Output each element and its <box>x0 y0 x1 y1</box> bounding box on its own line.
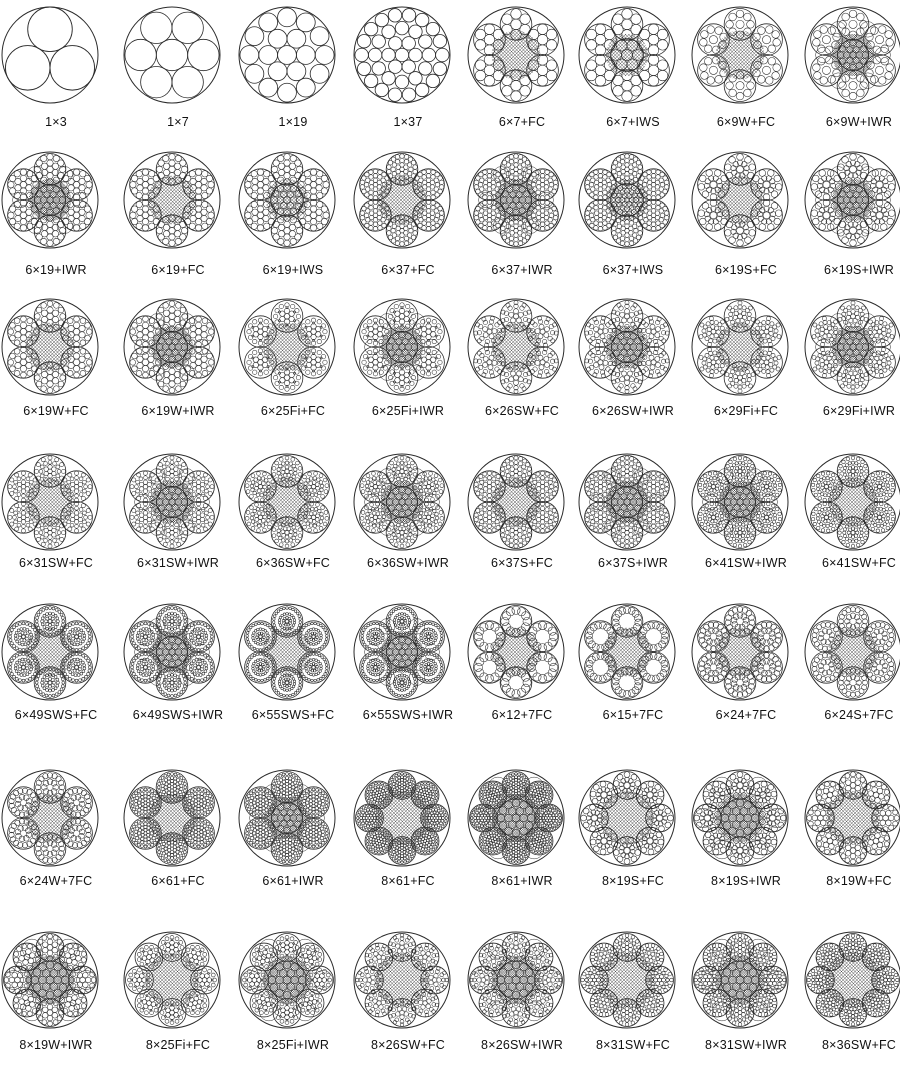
rope-cross-section <box>690 452 790 552</box>
rope-cross-section <box>690 930 790 1030</box>
rope-cross-section <box>577 150 677 250</box>
rope-cross-section <box>690 5 790 105</box>
rope-cross-section <box>466 5 566 105</box>
rope-cell <box>690 297 802 447</box>
rope-cross-section <box>803 150 900 250</box>
rope-cell <box>122 930 234 1080</box>
rope-cross-section <box>237 768 337 868</box>
rope-label: 6×25Fi+FC <box>229 404 357 418</box>
rope-cell <box>122 297 234 447</box>
rope-label: 8×31SW+IWR <box>682 1038 810 1052</box>
rope-label: 6×36SW+IWR <box>344 556 472 570</box>
rope-cross-section <box>690 150 790 250</box>
rope-cell <box>803 297 900 447</box>
rope-cross-section <box>803 768 900 868</box>
rope-label: 6×29Fi+FC <box>682 404 810 418</box>
rope-label: 6×41SW+FC <box>795 556 900 570</box>
rope-label: 6×9W+FC <box>682 115 810 129</box>
rope-cell <box>237 602 349 752</box>
rope-cell <box>237 150 349 300</box>
rope-cell <box>0 602 112 752</box>
rope-cell <box>0 297 112 447</box>
rope-cell <box>577 452 689 602</box>
rope-cell <box>577 5 689 155</box>
rope-cross-section <box>237 930 337 1030</box>
rope-label: 6×24+7FC <box>682 708 810 722</box>
rope-cross-section <box>352 602 452 702</box>
rope-label: 6×19S+IWR <box>795 263 900 277</box>
rope-cell <box>237 768 349 918</box>
rope-cell <box>466 297 578 447</box>
rope-label: 1×19 <box>229 115 357 129</box>
rope-cell <box>352 930 464 1080</box>
rope-label: 6×37S+FC <box>458 556 586 570</box>
rope-cell <box>466 768 578 918</box>
rope-label: 6×19+FC <box>114 263 242 277</box>
rope-label: 6×19+IWS <box>229 263 357 277</box>
rope-cell <box>577 768 689 918</box>
rope-cell <box>0 768 112 918</box>
rope-label: 6×41SW+IWR <box>682 556 810 570</box>
rope-cell <box>352 150 464 300</box>
rope-cell <box>122 452 234 602</box>
rope-label: 6×31SW+IWR <box>114 556 242 570</box>
rope-label: 8×19W+FC <box>795 874 900 888</box>
rope-cell <box>352 452 464 602</box>
rope-cell <box>803 768 900 918</box>
rope-cross-section <box>803 5 900 105</box>
rope-label: 6×61+IWR <box>229 874 357 888</box>
rope-cell <box>352 602 464 752</box>
rope-label: 6×61+FC <box>114 874 242 888</box>
rope-cell <box>237 930 349 1080</box>
rope-cross-section <box>0 297 100 397</box>
rope-label: 8×25Fi+FC <box>114 1038 242 1052</box>
rope-label: 6×55SWS+FC <box>229 708 357 722</box>
rope-label: 6×31SW+FC <box>0 556 120 570</box>
rope-cell <box>352 297 464 447</box>
rope-label: 6×24W+7FC <box>0 874 120 888</box>
rope-cross-section <box>237 150 337 250</box>
rope-cell <box>577 602 689 752</box>
rope-cell <box>803 150 900 300</box>
rope-label: 8×19W+IWR <box>0 1038 120 1052</box>
rope-cell <box>690 452 802 602</box>
rope-cross-section <box>122 5 222 105</box>
rope-cell <box>466 930 578 1080</box>
rope-label: 8×26SW+IWR <box>458 1038 586 1052</box>
rope-label: 6×12+7FC <box>458 708 586 722</box>
rope-cross-section <box>352 150 452 250</box>
rope-label: 6×19S+FC <box>682 263 810 277</box>
rope-label: 6×49SWS+IWR <box>114 708 242 722</box>
rope-cross-section <box>237 452 337 552</box>
rope-cross-section <box>690 297 790 397</box>
rope-cross-section <box>577 297 677 397</box>
rope-cross-section <box>0 602 100 702</box>
rope-label: 6×37+IWR <box>458 263 586 277</box>
rope-cross-section <box>577 602 677 702</box>
rope-label: 8×31SW+FC <box>569 1038 697 1052</box>
rope-cell <box>466 150 578 300</box>
rope-cell <box>690 150 802 300</box>
rope-label: 6×37+IWS <box>569 263 697 277</box>
rope-cross-section <box>122 452 222 552</box>
rope-cross-section <box>352 297 452 397</box>
rope-cross-section <box>466 150 566 250</box>
rope-cross-section <box>690 768 790 868</box>
rope-cross-section <box>466 768 566 868</box>
rope-label: 6×36SW+FC <box>229 556 357 570</box>
rope-cell <box>122 768 234 918</box>
rope-cross-section <box>122 297 222 397</box>
rope-label: 8×61+IWR <box>458 874 586 888</box>
rope-cross-section <box>466 930 566 1030</box>
rope-cross-section <box>352 768 452 868</box>
rope-cross-section <box>352 930 452 1030</box>
rope-label: 6×26SW+IWR <box>569 404 697 418</box>
rope-label: 6×19+IWR <box>0 263 120 277</box>
rope-label: 1×37 <box>344 115 472 129</box>
rope-label: 8×25Fi+IWR <box>229 1038 357 1052</box>
rope-cell <box>803 5 900 155</box>
rope-label: 8×36SW+FC <box>795 1038 900 1052</box>
rope-cell <box>466 602 578 752</box>
rope-cell <box>122 5 234 155</box>
rope-label: 6×37S+IWR <box>569 556 697 570</box>
rope-cell <box>0 150 112 300</box>
rope-cell <box>466 5 578 155</box>
rope-cross-section <box>803 930 900 1030</box>
rope-cell <box>803 930 900 1080</box>
rope-cross-section <box>352 452 452 552</box>
rope-cell <box>237 5 349 155</box>
rope-cross-section <box>0 150 100 250</box>
rope-cell <box>0 452 112 602</box>
rope-label: 8×26SW+FC <box>344 1038 472 1052</box>
rope-cell <box>122 150 234 300</box>
rope-cross-section <box>352 5 452 105</box>
rope-label: 6×24S+7FC <box>795 708 900 722</box>
rope-label: 1×7 <box>114 115 242 129</box>
rope-cell <box>237 452 349 602</box>
rope-cross-section <box>466 297 566 397</box>
rope-cell <box>690 602 802 752</box>
rope-cell <box>803 452 900 602</box>
rope-cell <box>803 602 900 752</box>
rope-label: 1×3 <box>0 115 120 129</box>
rope-cross-section <box>122 602 222 702</box>
rope-cross-section <box>0 5 100 105</box>
rope-cell <box>352 5 464 155</box>
rope-cross-section <box>803 297 900 397</box>
rope-cell <box>577 297 689 447</box>
rope-label: 6×19W+IWR <box>114 404 242 418</box>
rope-label: 8×61+FC <box>344 874 472 888</box>
rope-label: 6×7+FC <box>458 115 586 129</box>
rope-label: 6×9W+IWR <box>795 115 900 129</box>
rope-cell <box>466 452 578 602</box>
rope-cross-section <box>122 930 222 1030</box>
rope-cell <box>690 768 802 918</box>
rope-label: 6×19W+FC <box>0 404 120 418</box>
rope-label: 6×26SW+FC <box>458 404 586 418</box>
rope-cross-section <box>0 768 100 868</box>
rope-cross-section <box>690 602 790 702</box>
rope-label: 6×37+FC <box>344 263 472 277</box>
rope-cell <box>0 5 112 155</box>
rope-cross-section <box>466 452 566 552</box>
rope-cross-section <box>803 452 900 552</box>
rope-cross-section <box>577 768 677 868</box>
rope-cross-section <box>237 602 337 702</box>
rope-label: 6×7+IWS <box>569 115 697 129</box>
rope-label: 8×19S+IWR <box>682 874 810 888</box>
rope-cell <box>690 930 802 1080</box>
rope-cell <box>577 930 689 1080</box>
rope-cell <box>122 602 234 752</box>
rope-label: 6×29Fi+IWR <box>795 404 900 418</box>
rope-cell <box>0 930 112 1080</box>
rope-label: 6×49SWS+FC <box>0 708 120 722</box>
rope-cross-section <box>237 5 337 105</box>
rope-cross-section <box>466 602 566 702</box>
rope-cross-section <box>0 930 100 1030</box>
rope-cross-section <box>0 452 100 552</box>
rope-cross-section <box>122 768 222 868</box>
rope-label: 6×55SWS+IWR <box>344 708 472 722</box>
rope-cross-section <box>577 452 677 552</box>
rope-cross-section <box>237 297 337 397</box>
rope-cell <box>577 150 689 300</box>
rope-cross-section <box>577 5 677 105</box>
rope-label: 6×15+7FC <box>569 708 697 722</box>
rope-cell <box>237 297 349 447</box>
rope-label: 8×19S+FC <box>569 874 697 888</box>
rope-cross-section <box>122 150 222 250</box>
rope-cell <box>690 5 802 155</box>
rope-cross-section <box>803 602 900 702</box>
rope-cell <box>352 768 464 918</box>
rope-label: 6×25Fi+IWR <box>344 404 472 418</box>
rope-cross-section <box>577 930 677 1030</box>
